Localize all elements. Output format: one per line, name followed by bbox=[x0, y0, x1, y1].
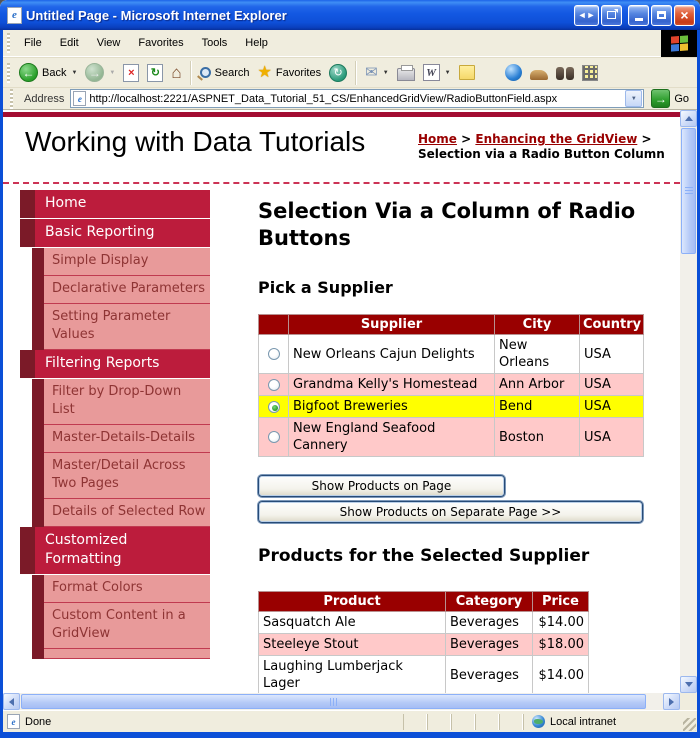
scroll-up-icon bbox=[685, 116, 693, 121]
supplier-radio[interactable] bbox=[268, 379, 280, 391]
address-url[interactable]: http://localhost:2221/ASPNET_Data_Tutorial_51_CS/EnhancedGridView/RadioButtonField.aspx bbox=[89, 92, 558, 105]
supplier-column-header: Supplier bbox=[289, 315, 495, 335]
notes-icon bbox=[459, 65, 475, 80]
close-button[interactable] bbox=[674, 5, 695, 26]
menu-bar bbox=[3, 30, 697, 57]
sidebar-item-format-colors[interactable] bbox=[20, 575, 210, 603]
print-icon bbox=[397, 68, 415, 81]
ie-logo-glyph: e bbox=[12, 9, 17, 21]
products-header-row bbox=[259, 592, 589, 612]
product-column-header: Product bbox=[259, 592, 446, 612]
price-cell: $14.00 bbox=[533, 656, 589, 694]
sidebar-item-label: Master/Detail Across Two Pages bbox=[44, 453, 210, 499]
horizontal-scroll-thumb[interactable] bbox=[21, 694, 646, 709]
minimize-icon bbox=[635, 18, 643, 21]
sidebar-item-label: Custom Content in a GridView bbox=[44, 603, 210, 649]
close-icon: × bbox=[680, 7, 689, 23]
country-column-header: Country bbox=[580, 315, 644, 335]
supplier-cell: Bigfoot Breweries bbox=[289, 396, 495, 418]
stop-icon: × bbox=[123, 64, 139, 82]
product-cell: Steeleye Stout bbox=[259, 634, 446, 656]
horizontal-scrollbar[interactable] bbox=[3, 693, 680, 710]
sidebar-item-label: Basic Reporting bbox=[35, 219, 210, 247]
radio-column-header bbox=[259, 315, 289, 335]
stop-button[interactable] bbox=[119, 62, 143, 84]
sidebar-item-label bbox=[44, 649, 210, 659]
sidebar-item-filtering-reports[interactable] bbox=[20, 350, 210, 378]
find-button[interactable] bbox=[552, 63, 578, 83]
page-favicon: e bbox=[73, 91, 86, 106]
go-button[interactable] bbox=[651, 89, 670, 108]
menu-favorites[interactable]: Favorites bbox=[138, 37, 184, 49]
status-pane bbox=[403, 714, 427, 730]
window-popout-button[interactable] bbox=[601, 5, 622, 26]
sidebar-item-customized-formatting[interactable] bbox=[20, 527, 210, 574]
grid-icon bbox=[582, 65, 598, 81]
print-button[interactable] bbox=[393, 63, 419, 83]
menu-help[interactable]: Help bbox=[245, 37, 268, 49]
forward-button[interactable] bbox=[81, 61, 119, 84]
word-dropdown-icon[interactable]: ▼ bbox=[444, 69, 451, 76]
scroll-right-button[interactable] bbox=[663, 693, 680, 710]
menu-tools[interactable]: Tools bbox=[201, 37, 228, 49]
sidebar-strip bbox=[32, 379, 44, 425]
sidebar-accent bbox=[20, 190, 35, 218]
city-cell: Boston bbox=[495, 418, 580, 457]
sidebar-accent bbox=[20, 219, 35, 247]
sidebar-item-setting-parameter-values[interactable] bbox=[20, 304, 210, 350]
sidebar-strip bbox=[32, 575, 44, 603]
sidebar-item-label: Filter by Drop-Down List bbox=[44, 379, 210, 425]
sidebar-item-basic-reporting[interactable] bbox=[20, 219, 210, 247]
table-row bbox=[259, 612, 589, 634]
windows-flag-icon bbox=[671, 35, 688, 51]
toolbar-grip-handle[interactable] bbox=[7, 63, 10, 83]
country-cell: USA bbox=[580, 335, 644, 374]
go-arrow-icon: → bbox=[654, 91, 667, 106]
sidebar-item-label: Setting Parameter Values bbox=[44, 304, 210, 350]
country-cell: USA bbox=[580, 418, 644, 457]
main-content bbox=[258, 198, 653, 693]
sidebar-item-details-of-selected-row[interactable] bbox=[20, 499, 210, 527]
status-text: Done bbox=[25, 715, 52, 728]
binoculars-icon bbox=[556, 67, 574, 81]
sidebar-item-simple-display[interactable] bbox=[20, 248, 210, 276]
sidebar-item-declarative-parameters[interactable] bbox=[20, 276, 210, 304]
scroll-down-button[interactable] bbox=[680, 676, 697, 693]
sidebar-item-clipped bbox=[20, 649, 210, 659]
status-pane bbox=[475, 714, 499, 730]
grid-tool-button[interactable] bbox=[578, 63, 602, 83]
table-row bbox=[259, 418, 644, 457]
city-cell: Ann Arbor bbox=[495, 374, 580, 396]
price-cell: $14.00 bbox=[533, 612, 589, 634]
popout-icon bbox=[607, 11, 616, 19]
scroll-up-button[interactable] bbox=[680, 110, 697, 127]
address-input[interactable] bbox=[70, 89, 644, 108]
breadcrumb-separator: > bbox=[641, 132, 652, 146]
sidebar-item-label: Details of Selected Row bbox=[44, 499, 210, 527]
address-bar bbox=[3, 88, 697, 110]
table-row bbox=[259, 335, 644, 374]
country-cell: USA bbox=[580, 396, 644, 418]
resize-grip-handle[interactable] bbox=[683, 718, 696, 731]
pick-supplier-heading: Pick a Supplier bbox=[258, 278, 393, 297]
breadcrumb bbox=[418, 132, 676, 162]
radio-cell bbox=[259, 396, 289, 418]
sidebar-nav bbox=[20, 190, 210, 659]
sidebar-item-label: Declarative Parameters bbox=[44, 276, 210, 304]
forward-dropdown-icon: ▼ bbox=[109, 69, 116, 76]
category-cell: Beverages bbox=[446, 612, 533, 634]
back-icon: ← bbox=[19, 63, 38, 82]
research-button[interactable] bbox=[526, 63, 552, 82]
menu-edit[interactable]: Edit bbox=[59, 37, 79, 49]
sidebar-strip bbox=[32, 425, 44, 453]
maximize-button[interactable] bbox=[651, 5, 672, 26]
supplier-radio[interactable] bbox=[268, 431, 280, 443]
scroll-right-icon bbox=[669, 698, 674, 706]
show-products-on-page-button[interactable]: Show Products on Page bbox=[258, 475, 505, 497]
page-viewport bbox=[3, 110, 680, 693]
refresh-button[interactable] bbox=[143, 62, 167, 84]
toolbar-separator bbox=[355, 61, 357, 85]
scrollbar-corner bbox=[680, 693, 697, 710]
vertical-scrollbar[interactable] bbox=[680, 110, 697, 693]
favorites-star-icon: ★ bbox=[257, 63, 272, 81]
table-row bbox=[259, 634, 589, 656]
security-zone-pane bbox=[523, 714, 693, 730]
go-label[interactable]: Go bbox=[674, 92, 689, 105]
status-pane bbox=[451, 714, 475, 730]
sidebar-item-label: Home bbox=[35, 190, 210, 218]
search-label: Search bbox=[214, 66, 250, 79]
table-row-selected bbox=[259, 396, 644, 418]
sidebar-strip bbox=[32, 499, 44, 527]
menu-file[interactable]: File bbox=[24, 37, 42, 49]
msn-button[interactable] bbox=[501, 62, 526, 83]
category-column-header: Category bbox=[446, 592, 533, 612]
sidebar-item-label: Filtering Reports bbox=[35, 350, 210, 378]
country-cell: USA bbox=[580, 374, 644, 396]
supplier-cell: New Orleans Cajun Delights bbox=[289, 335, 495, 374]
sidebar-item-master-details-details[interactable] bbox=[20, 425, 210, 453]
table-row bbox=[259, 374, 644, 396]
sidebar-item-filter-by-drop-down-list[interactable] bbox=[20, 379, 210, 425]
product-cell: Sasquatch Ale bbox=[259, 612, 446, 634]
forward-icon: → bbox=[85, 63, 104, 82]
page-top-band bbox=[3, 112, 680, 117]
sidebar-item-home[interactable] bbox=[20, 190, 210, 218]
products-table bbox=[258, 591, 589, 693]
status-page-icon: e bbox=[7, 714, 20, 729]
window-border-bottom bbox=[0, 732, 700, 738]
sidebar-strip bbox=[32, 603, 44, 649]
category-cell: Beverages bbox=[446, 656, 533, 694]
show-products-separate-page-button[interactable]: Show Products on Separate Page >> bbox=[258, 501, 643, 523]
status-pane bbox=[499, 714, 523, 730]
radio-cell bbox=[259, 374, 289, 396]
zone-label: Local intranet bbox=[550, 715, 617, 728]
supplier-radio[interactable] bbox=[268, 348, 280, 360]
address-label: Address bbox=[24, 92, 65, 105]
supplier-cell: Grandma Kelly's Homestead bbox=[289, 374, 495, 396]
sidebar-strip bbox=[32, 649, 44, 659]
suppliers-table bbox=[258, 314, 644, 457]
mail-icon: ✉ bbox=[365, 64, 378, 81]
status-bar bbox=[3, 710, 697, 732]
word-icon: W bbox=[423, 64, 440, 81]
sidebar-item-custom-content-in-a-gridview[interactable] bbox=[20, 603, 210, 649]
scroll-left-icon bbox=[9, 698, 14, 706]
scroll-down-icon bbox=[685, 682, 693, 687]
dashed-divider bbox=[3, 182, 680, 184]
window-border-left bbox=[0, 30, 3, 732]
ie-document-icon bbox=[7, 7, 22, 24]
city-cell: Bend bbox=[495, 396, 580, 418]
back-label: Back bbox=[42, 66, 67, 79]
mail-button[interactable] bbox=[361, 63, 393, 82]
suppliers-header-row bbox=[259, 315, 644, 335]
minimize-button[interactable] bbox=[628, 5, 649, 26]
category-cell: Beverages bbox=[446, 634, 533, 656]
radio-cell bbox=[259, 418, 289, 457]
home-icon: ⌂ bbox=[171, 63, 182, 82]
title-bar bbox=[0, 0, 700, 30]
sidebar-strip bbox=[32, 248, 44, 276]
sidebar-strip bbox=[32, 276, 44, 304]
history-icon: ↻ bbox=[329, 64, 347, 82]
vertical-scroll-thumb[interactable] bbox=[681, 128, 696, 254]
sidebar-strip bbox=[32, 304, 44, 350]
msn-sphere-icon bbox=[505, 64, 522, 81]
table-row bbox=[259, 656, 589, 694]
breadcrumb-separator: > bbox=[461, 132, 472, 146]
back-button[interactable] bbox=[15, 61, 81, 84]
sidebar-strip bbox=[32, 453, 44, 499]
chevron-down-icon: ▼ bbox=[630, 95, 637, 102]
sidebar-item-label: Master-Details-Details bbox=[44, 425, 210, 453]
price-column-header: Price bbox=[533, 592, 589, 612]
breadcrumb-section-link[interactable]: Enhancing the GridView bbox=[475, 132, 638, 146]
sidebar-item-label: Simple Display bbox=[44, 248, 210, 276]
product-cell: Laughing Lumberjack Lager bbox=[259, 656, 446, 694]
sidebar-accent bbox=[20, 350, 35, 378]
sidebar-accent bbox=[20, 527, 35, 574]
notes-button[interactable] bbox=[455, 63, 479, 82]
favorites-button[interactable] bbox=[254, 63, 326, 83]
page-title: Selection Via a Column of Radio Buttons bbox=[258, 199, 636, 250]
sidebar-item-master-detail-across-two-pages[interactable] bbox=[20, 453, 210, 499]
maximize-icon bbox=[657, 11, 666, 19]
window-title: Untitled Page - Microsoft Internet Explorer bbox=[26, 7, 287, 23]
go-area bbox=[644, 89, 694, 108]
search-icon bbox=[200, 67, 211, 78]
window-arrows-button[interactable] bbox=[574, 5, 599, 26]
address-dropdown-button[interactable] bbox=[625, 90, 642, 107]
supplier-radio-checked[interactable] bbox=[268, 401, 280, 413]
address-grip-handle[interactable] bbox=[10, 89, 13, 109]
refresh-icon: ↻ bbox=[147, 64, 163, 82]
favorites-label: Favorites bbox=[275, 66, 322, 79]
products-heading: Products for the Selected Supplier bbox=[258, 546, 590, 566]
mail-dropdown-icon[interactable]: ▼ bbox=[382, 69, 389, 76]
research-icon bbox=[530, 70, 548, 80]
status-pane bbox=[427, 714, 451, 730]
history-button[interactable] bbox=[325, 62, 351, 84]
price-cell: $18.00 bbox=[533, 634, 589, 656]
breadcrumb-home-link[interactable]: Home bbox=[418, 132, 457, 146]
city-column-header: City bbox=[495, 315, 580, 335]
site-title: Working with Data Tutorials bbox=[25, 126, 366, 157]
window-arrows-icon: ◄► bbox=[577, 10, 596, 20]
sidebar-item-label: Format Colors bbox=[44, 575, 210, 603]
supplier-cell: New England Seafood Cannery bbox=[289, 418, 495, 457]
radio-cell bbox=[259, 335, 289, 374]
menu-view[interactable]: View bbox=[96, 37, 121, 49]
edit-with-word-button[interactable] bbox=[419, 62, 455, 83]
search-button[interactable] bbox=[196, 65, 254, 81]
sidebar-item-label: Customized Formatting bbox=[35, 527, 210, 574]
scroll-left-button[interactable] bbox=[3, 693, 20, 710]
toolbar-separator bbox=[190, 61, 192, 85]
menu-grip-handle[interactable] bbox=[7, 33, 10, 53]
city-cell: New Orleans bbox=[495, 335, 580, 374]
standard-toolbar bbox=[3, 57, 697, 88]
home-button[interactable] bbox=[167, 62, 185, 83]
back-dropdown-icon[interactable]: ▼ bbox=[71, 69, 78, 76]
ie-throbber bbox=[661, 30, 697, 57]
globe-icon bbox=[532, 715, 545, 728]
breadcrumb-current: Selection via a Radio Button Column bbox=[418, 147, 665, 161]
